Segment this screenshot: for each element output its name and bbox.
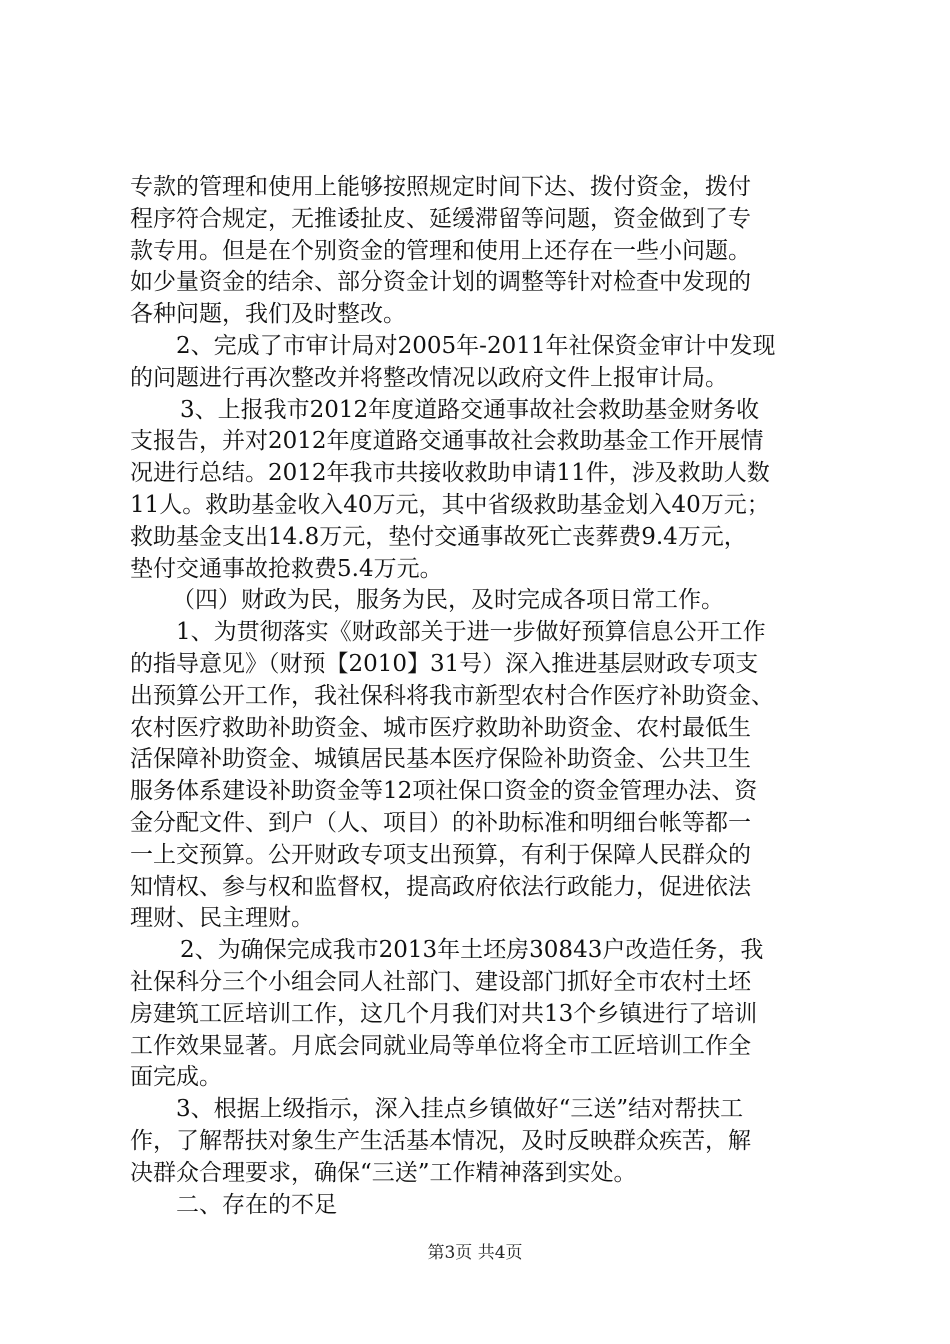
paragraph-start: 2、完成了市审计局对2005年-2011年社保资金审计中发现: [176, 332, 776, 359]
section-heading: （四）财政为民，服务为民，及时完成各项日常工作。: [172, 587, 724, 614]
paragraph-start: 1、为贯彻落实《财政部关于进一步做好预算信息公开工作: [176, 619, 766, 646]
text-line: 一上交预算。公开财政专项支出预算，有利于保障人民群众的: [130, 841, 751, 868]
page-number: 第3页 共4页: [427, 1243, 523, 1263]
text-line: 工作效果显著。月底会同就业局等单位将全市工匠培训工作全: [130, 1032, 751, 1059]
body-text: [130, 172, 830, 1221]
text-line: 的问题进行再次整改并将整改情况以政府文件上报审计局。: [130, 364, 728, 391]
text-line: 支报告，并对2012年度道路交通事故社会救助基金工作开展情: [130, 428, 764, 455]
text-line: 况进行总结。2012年我市共接收救助申请11件，涉及救助人数: [130, 460, 770, 487]
text-line: 社保科分三个小组会同人社部门、建设部门抓好全市农村土坯: [130, 968, 751, 995]
text-line: 服务体系建设补助资金等12项社保口资金的资金管理办法、资: [130, 778, 758, 805]
text-line: 农村医疗救助补助资金、城市医疗救助补助资金、农村最低生: [130, 714, 751, 741]
text-line: 房建筑工匠培训工作，这几个月我们对共13个乡镇进行了培训: [130, 1000, 758, 1027]
text-line: 知情权、参与权和监督权，提高政府依法行政能力，促进依法: [130, 873, 751, 900]
text-line: 的指导意见》（财预【2010】31号）深入推进基层财政专项支: [130, 650, 759, 677]
text-line: 面完成。: [130, 1064, 222, 1091]
text-line: 程序符合规定，无推诿扯皮、延缓滞留等问题，资金做到了专: [130, 205, 751, 232]
text-line: 如少量资金的结余、部分资金计划的调整等针对检查中发现的: [130, 269, 751, 296]
text-line: 活保障补助资金、城镇居民基本医疗保险补助资金、公共卫生: [130, 746, 751, 773]
text-line: 作，了解帮扶对象生产生活基本情况，及时反映群众疾苦，解: [130, 1127, 751, 1154]
text-line: 11人。救助基金收入40万元，其中省级救助基金划入40万元；: [130, 491, 770, 518]
text-line: 金分配文件、到户（人、项目）的补助标准和明细台帐等都一: [130, 809, 751, 836]
paragraph-start: 3、上报我市2012年度道路交通事故社会救助基金财务收: [180, 396, 760, 423]
text-line: 垫付交通事故抢救费5.4万元。: [130, 555, 443, 582]
section-heading: 二、存在的不足: [176, 1191, 337, 1218]
text-line: 决群众合理要求，确保“三送”工作精神落到实处。: [130, 1159, 637, 1186]
text-line: 专款的管理和使用上能够按照规定时间下达、拨付资金，拨付: [130, 174, 751, 200]
text-line: 出预算公开工作，我社保科将我市新型农村合作医疗补助资金、: [130, 682, 774, 709]
text-line: 各种问题，我们及时整改。: [130, 301, 406, 328]
text-line: 款专用。但是在个别资金的管理和使用上还存在一些小问题。: [130, 237, 751, 264]
paragraph-start: 3、根据上级指示，深入挂点乡镇做好“三送”结对帮扶工: [176, 1096, 744, 1123]
paragraph-start: 2、为确保完成我市2013年土坯房30843户改造任务，我: [180, 937, 764, 964]
text-line: 理财、民主理财。: [130, 905, 314, 932]
text-line: 救助基金支出14.8万元，垫付交通事故死亡丧葬费9.4万元，: [130, 523, 747, 550]
